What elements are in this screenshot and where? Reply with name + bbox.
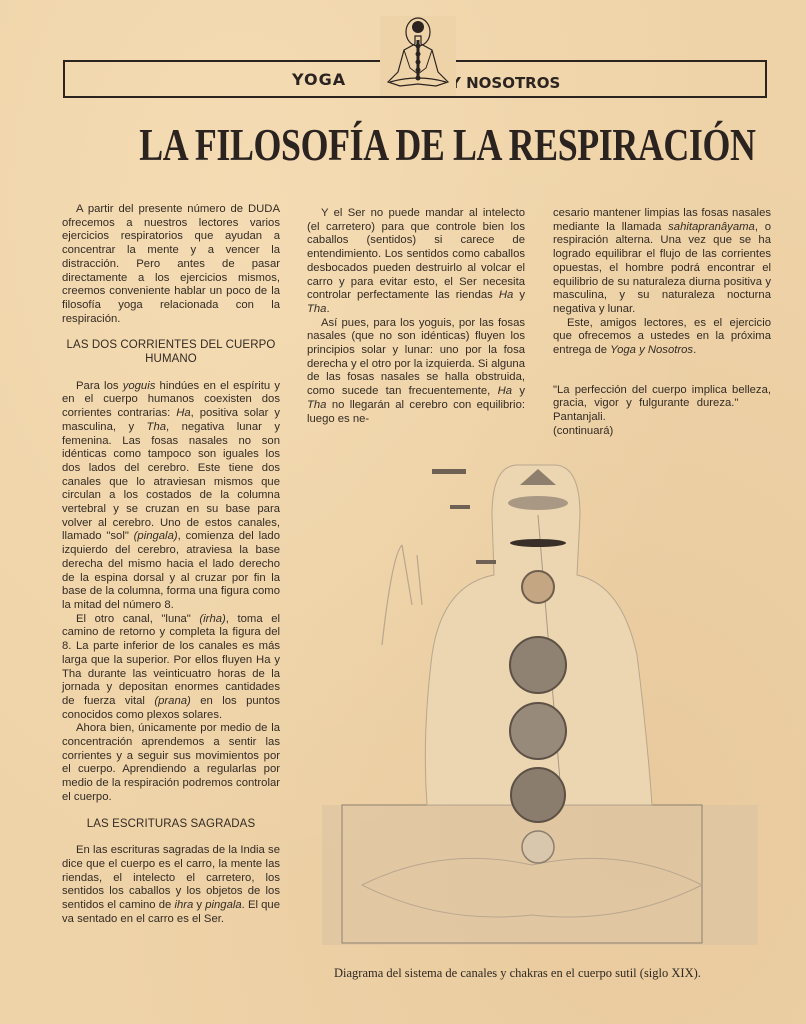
article-title: LA FILOSOFÍA DE LA RESPIRACIÓN	[139, 119, 756, 170]
body-paragraph: En las escrituras sagradas de la India se dice que el cuerpo es el carro, la mente las riendas, el intelecto el carretero, los sentidos los caballos y los objetos de los sentidos el camino de ihra y pingala. El que va sentado en el carro es el Ser.	[62, 844, 280, 925]
figure-caption: Diagrama del sistema de canales y chakras en el cuerpo sutil (siglo XIX).	[334, 966, 701, 980]
continued-note: (continuará)	[553, 424, 614, 437]
intro-paragraph: A partir del presente número de DUDA ofrecemos a nuestros lectores varios ejercicios respiratorios que ayudan a concentrar la mente y a vencer la distracción. Pero antes de pasar directamente a los ejercicios mismos, creemos conveniente hablar un poco de la filosofía yoga relacionada con la respiración.	[62, 203, 280, 325]
body-paragraph: El otro canal, "luna" (irha), toma el camino de retorno y completa la figura del 8. La parte inferior de los canales es más larga que la superior. Por ellos fluyen Ha y Tha durante las veinticuatro horas de la jornada y depositan enormes cantidades de fuerza vital (prana) en los puntos conocidos como plexos solares.	[62, 612, 281, 721]
body-paragraph: Este, amigos lectores, es el ejercicio que ofrecemos a ustedes en la próxima entrega de Yoga y Nosotros.	[553, 316, 771, 357]
section-heading: LAS DOS CORRIENTES DEL CUERPO HUMANO	[66, 339, 276, 366]
quote-author: Pantanjali.	[553, 411, 606, 424]
body-paragraph: cesario mantener limpias las fosas nasales mediante la llamada sahitapranâyama, o respiración alterna. Una vez que se ha logrado equilibrar el flujo de las corrientes opuestas, el hombre podrá encontrar el equilibrio de su naturaleza diurna positiva y masculina, y su naturaleza nocturna negativa y lunar.	[553, 207, 772, 315]
body-paragraph: Para los yoguis hindúes en el espíritu y en el cuerpo humanos coexisten dos corrientes contrarias: Ha, positiva solar y masculina, y Tha, negativa lunar y femenina. Las fosas nasales no son idénticas como tampoco son iguales los dos lados del cerebro. Este tiene dos canales que lo atraviesan mismos que circulan a los costados de la columna vertebral y se cruzan en su base para volver al cerebro. Uno de estos canales, llamado "sol" (pingala), comienza del lado izquierdo del cerebro, atraviesa la base derecha del mismo hacia el lado derecho de la espina dorsal y al cruzar por fin la base de la columna, forma una figura como la mitad del número 8.	[62, 379, 280, 611]
section-title-left: YOGA	[292, 70, 347, 89]
body-paragraph: Así pues, para los yoguis, por las fosas nasales (que no son idénticas) fluyen los principios solar y lunar: uno por la fosa derecha y el otro por la izquierda. Si alguna de las fosas nasales se halla obstruida, como sucede tan frecuentemente, Ha y Tha no llegarán al cerebro con equilibrio: luego es ne-	[307, 316, 525, 425]
meditating-figure-icon	[380, 16, 456, 96]
body-paragraph: Ahora bien, únicamente por medio de la concentración aprendemos a sentir las corrientes y a seguir sus movimientos por el cuerpo. Aprendiendo a regularlas por medio de la respiración podremos controlar el cuerpo.	[62, 722, 280, 803]
quote: "La perfección del cuerpo implica belleza, gracia, vigor y fulgurante dureza." Pantanjali.	[553, 383, 771, 424]
chakra-diagram-illustration	[322, 455, 758, 950]
column-2	[307, 207, 525, 426]
section-heading: LAS ESCRITURAS SAGRADAS	[86, 817, 256, 830]
section-title-right: Y NOSOTROS	[450, 74, 561, 92]
body-paragraph: Y el Ser no puede mandar al intelecto (el carretero) para que controle bien los caballos (sentidos) si carece de entendimiento. Los sentidos como caballos desbocados pueden destruirlo al volcar el carro y para evitar esto, el Ser necesita controlar perfectamente las riendas Ha y Tha.	[307, 207, 525, 315]
column-3	[553, 207, 771, 439]
column-1	[62, 203, 280, 926]
